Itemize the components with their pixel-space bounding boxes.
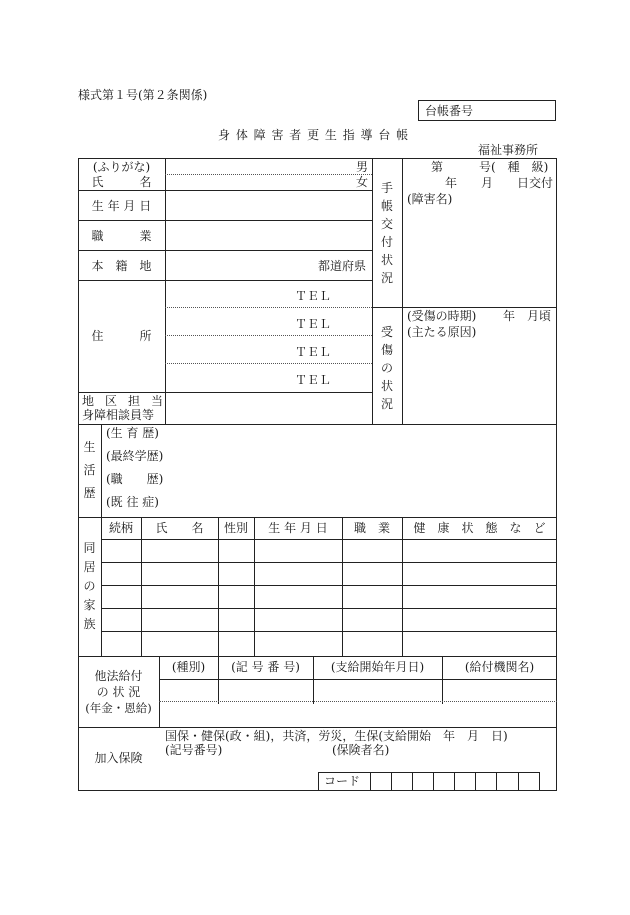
honseki-label: 本 籍 地 bbox=[91, 259, 152, 273]
family-col-health: 健 康 状 態 な ど bbox=[413, 521, 546, 535]
other-benefits-label-1: 他法給付 bbox=[94, 669, 143, 683]
family-col-sex: 性別 bbox=[223, 521, 248, 535]
disability-label: (障害名) bbox=[407, 192, 453, 206]
family-col-name: 氏 名 bbox=[155, 521, 204, 535]
injury-time-label: (受傷の時期) bbox=[407, 309, 477, 323]
benefit-col-agency: (給付機関名) bbox=[464, 660, 535, 674]
ledger-number-box[interactable] bbox=[418, 100, 556, 121]
sex-female[interactable]: 女 bbox=[356, 175, 369, 189]
benefit-col-type: (種別) bbox=[171, 660, 206, 674]
form-number: 様式第１号(第２条関係) bbox=[78, 88, 208, 102]
benefit-col-start: (支給開始年月日) bbox=[330, 660, 425, 674]
work-history-label: (職 歴) bbox=[106, 472, 164, 486]
upbringing-label: (生 育 歴) bbox=[106, 426, 159, 440]
tel-label-1: ＴＥＬ bbox=[295, 289, 332, 303]
sex-male[interactable]: 男 bbox=[356, 160, 369, 174]
injury-cause-label: (主たる原因) bbox=[407, 325, 477, 339]
family-col-job: 職 業 bbox=[353, 521, 390, 535]
office-label: 福祉事務所 bbox=[478, 143, 539, 157]
page-title: 身 体 障 害 者 更 生 指 導 台 帳 bbox=[218, 128, 410, 142]
code-label: コード bbox=[324, 774, 361, 788]
address-label: 住 所 bbox=[91, 329, 152, 343]
district-label-1: 地 区 担 当 bbox=[82, 394, 163, 408]
techo-date-line[interactable]: 年 月 日交付 bbox=[445, 176, 554, 190]
district-officer-field[interactable] bbox=[166, 393, 371, 423]
injury-time-units[interactable]: 年 月頃 bbox=[503, 309, 552, 323]
insurer-name-label: (保険者名) bbox=[332, 743, 390, 757]
insurance-label: 加入保険 bbox=[94, 751, 143, 765]
ledger-number-label: 台帳番号 bbox=[425, 104, 474, 118]
district-label-2: 身障相談員等 bbox=[82, 408, 155, 422]
tel-label-3: ＴＥＬ bbox=[295, 345, 332, 359]
prefecture-label: 都道府県 bbox=[318, 259, 367, 273]
other-benefits-label-2: の 状 況 bbox=[96, 685, 141, 699]
family-col-dob: 生 年 月 日 bbox=[268, 521, 328, 535]
education-label: (最終学歴) bbox=[106, 449, 164, 463]
tel-label-2: ＴＥＬ bbox=[295, 317, 332, 331]
code-digit-cells[interactable] bbox=[371, 773, 539, 790]
job-field[interactable] bbox=[166, 221, 371, 250]
medical-history-label: (既 往 症) bbox=[106, 495, 159, 509]
family-col-relation: 続柄 bbox=[108, 521, 133, 535]
name-field[interactable] bbox=[166, 159, 356, 190]
furigana-label: (ふりがな) bbox=[92, 160, 151, 174]
insurance-number-label: (記号番号) bbox=[165, 743, 223, 757]
other-benefits-label-3: (年金・恩給) bbox=[85, 701, 152, 715]
benefit-col-number: (記 号 番 号) bbox=[231, 660, 300, 674]
dob-field[interactable] bbox=[166, 191, 371, 220]
dob-label: 生 年 月 日 bbox=[91, 199, 152, 213]
name-label: 氏 名 bbox=[91, 175, 152, 189]
insurance-line-1[interactable]: 国保・健保(政・組)，共済，労災，生保(支給開始 年 月 日) bbox=[165, 729, 508, 743]
job-label: 職 業 bbox=[91, 229, 152, 243]
tel-label-4: ＴＥＬ bbox=[295, 373, 332, 387]
techo-number-line[interactable]: 第 号( 種 級) bbox=[431, 160, 549, 174]
